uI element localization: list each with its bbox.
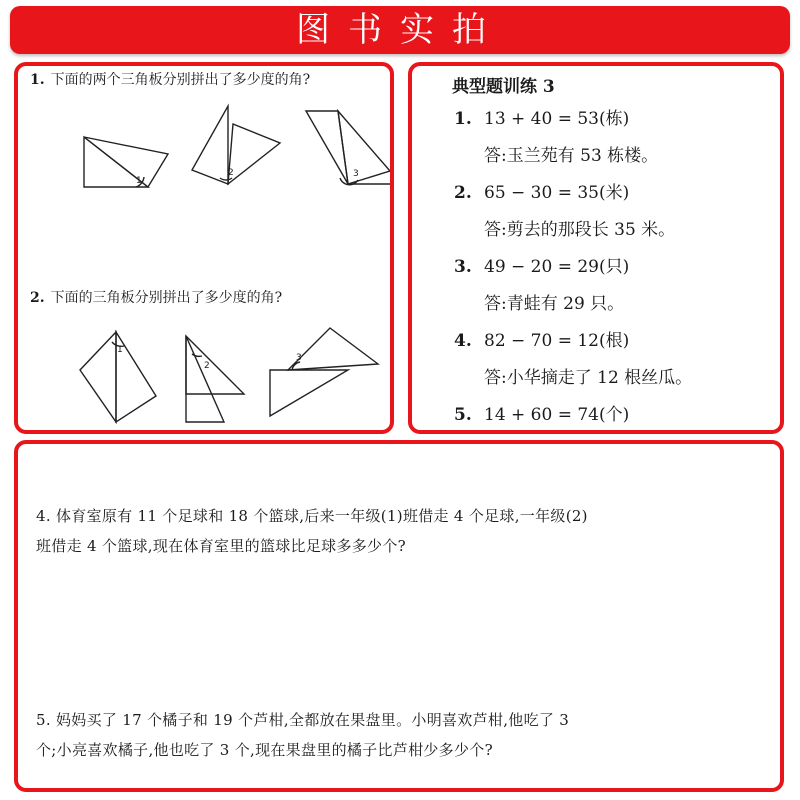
question-4-line-1: 4. 体育室原有 11 个足球和 18 个篮球,后来一年级(1)班借走 4 个足球,一年级(2) — [36, 507, 588, 525]
q1-angle-label-2: 2 — [228, 168, 234, 178]
question-5-line-2: 个;小亮喜欢橘子,他也吃了 3 个,现在果盘里的橘子比芦柑少多少个? — [36, 741, 493, 759]
answer-1-number: 1. — [454, 109, 472, 129]
answer-2-equation: 2. 65 − 30 = 35(米) — [454, 183, 630, 203]
question-5-line-1: 5. 妈妈买了 17 个橘子和 19 个芦柑,全都放在果盘里。小明喜欢芦柑,他吃了 3 — [36, 711, 570, 729]
triangle-questions-panel — [14, 62, 394, 434]
q2-angle-label-3: 3 — [296, 353, 302, 363]
q2-figure-2 — [186, 336, 244, 422]
answer-3-number: 3. — [454, 257, 472, 277]
q1-angle-label-3: 3 — [353, 169, 359, 179]
q2-figure-3 — [270, 328, 378, 416]
question-4-line-2: 班借走 4 个篮球,现在体育室里的篮球比足球多多少个? — [36, 537, 406, 555]
question-1-text: 下面的两个三角板分别拼出了多少度的角? — [50, 72, 311, 88]
question-2-number: 2. — [30, 290, 45, 306]
q1-angle-label-1: 1 — [136, 176, 142, 186]
answer-3-equation: 3. 49 − 20 = 29(只) — [454, 257, 630, 277]
q1-figure-2 — [192, 106, 280, 184]
answer-4-text: 答:小华摘走了 12 根丝瓜。 — [484, 368, 693, 388]
q2-angle-label-2: 2 — [204, 361, 210, 371]
banner — [10, 6, 790, 54]
q1-figure-1 — [84, 137, 168, 187]
q1-figure-3 — [306, 111, 390, 185]
question-1-number: 1. — [30, 72, 45, 88]
answers-panel — [408, 62, 784, 434]
banner-title: 图书实拍 — [296, 10, 504, 50]
question-2-text: 下面的三角板分别拼出了多少度的角? — [50, 290, 283, 306]
answer-5-equation: 5. 14 + 60 = 74(个) — [454, 405, 630, 425]
triangle-figures — [18, 66, 390, 430]
answer-2-text: 答:剪去的那段长 35 米。 — [484, 220, 676, 240]
answer-4-number: 4. — [454, 331, 472, 351]
answers-heading: 典型题训练 3 — [452, 77, 555, 97]
word-problems-panel — [14, 440, 784, 792]
answer-1-equation: 1. 13 + 40 = 53(栋) — [454, 109, 630, 129]
answer-5-number: 5. — [454, 405, 472, 425]
answer-2-number: 2. — [454, 183, 472, 203]
answer-3-text: 答:青蛙有 29 只。 — [484, 294, 625, 314]
answer-4-equation: 4. 82 − 70 = 12(根) — [454, 331, 630, 351]
q2-angle-label-1: 1 — [117, 345, 123, 355]
answer-1-text: 答:玉兰苑有 53 栋楼。 — [484, 146, 659, 166]
